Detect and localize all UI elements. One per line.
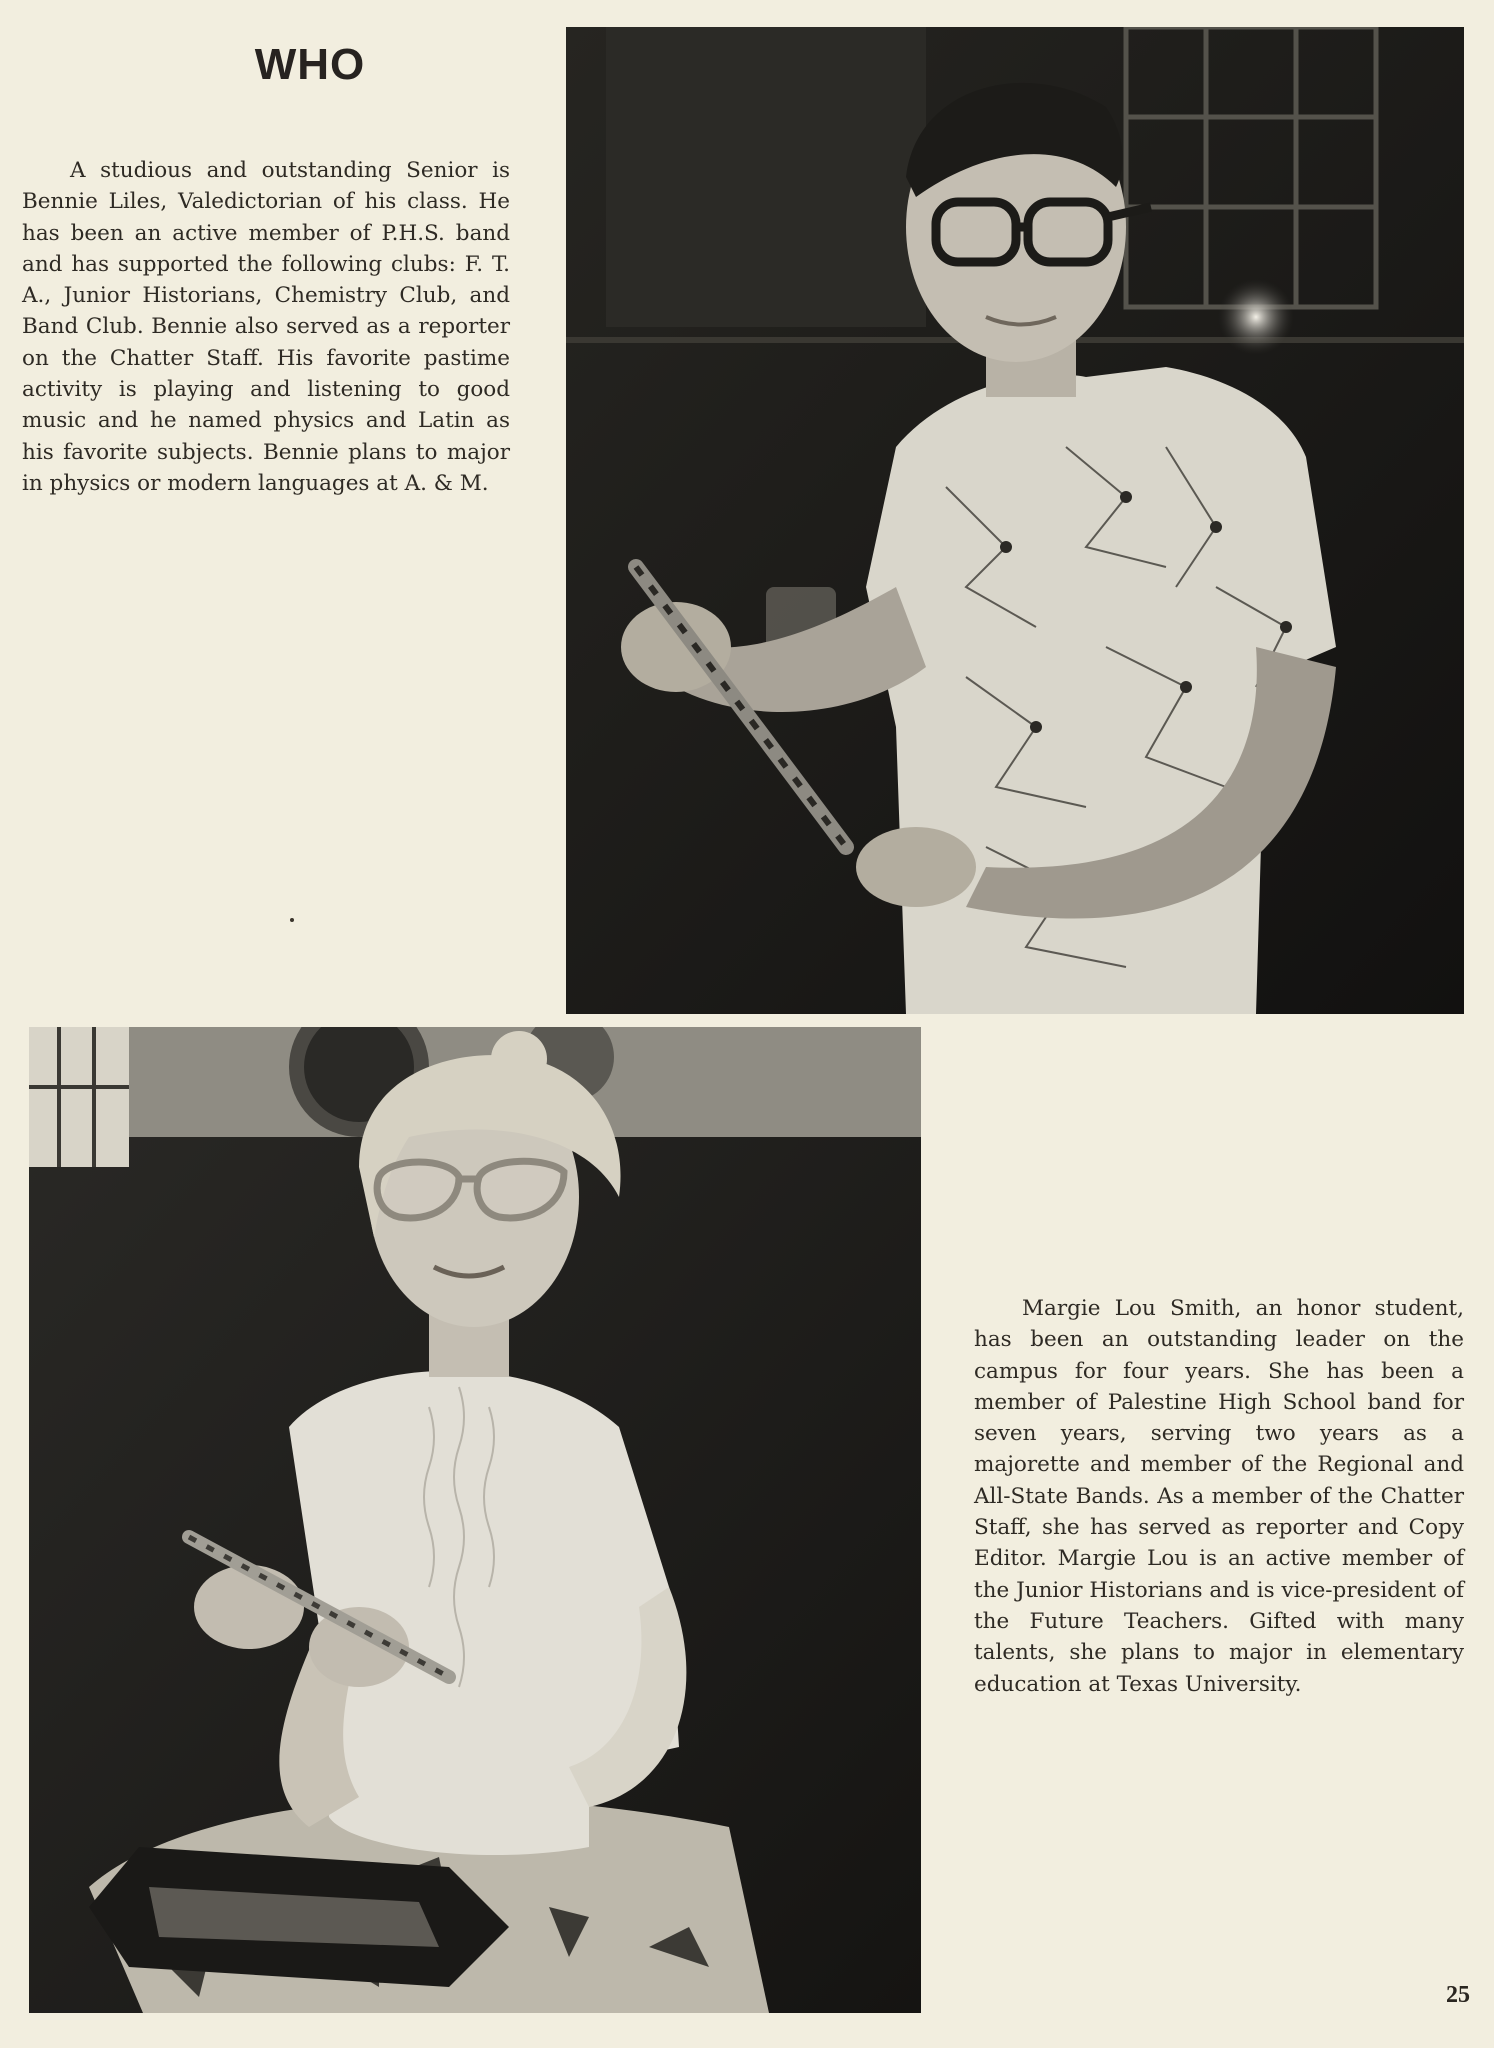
bio-bennie-liles: A studious and outstanding Senior is Bennie Liles, Valedictorian of his class. He has been an active member of P.H.S. band and has supported the following clubs: F. T. A., Junior Historians, Chemistry Club, and Band Club. Bennie also served as a reporter on the Chatter Staff. His favorite pastime activity is playing and listening to good music and he named physics and Latin as his favorite subjects. Bennie plans to major in physics or modern languages at A. & M. [22,158,510,496]
page-title: WHO [254,40,366,89]
photo-margie-lou-smith [29,1027,921,2013]
bio-margie-lou-smith: Margie Lou Smith, an honor student, has been an outstanding leader on the campus for four years. She has been a member of Palestine High School band for seven years, serving two years as a majorette and member of the Regional and All-State Bands. As a member of the Chatter Staff, she has served as reporter and Copy Editor. Margie Lou is an active member of the Junior Historians and is vice-president of the Future Teachers. Gifted with many talents, she plans to major in elementary education at Texas University. [974,1296,1464,1697]
photo-bennie-liles [566,27,1464,1014]
print-speck [290,918,294,922]
page-number: 25 [1446,1982,1470,2008]
photo-margie-lou-smith-image [29,1027,921,2013]
photo-bennie-liles-image [566,27,1464,1014]
